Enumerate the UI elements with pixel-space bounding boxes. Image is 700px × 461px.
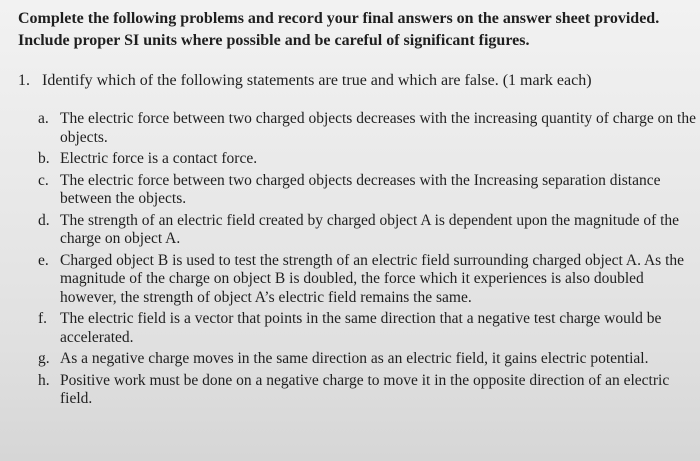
statement-text: Electric force is a contact force. (60, 150, 258, 167)
question-1 (18, 70, 678, 92)
statement-text: Positive work must be done on a negative charge to move it in the opposite direction of an electric field. (60, 371, 670, 407)
statement-letter: g. (38, 350, 50, 367)
statement-text: The strength of an electric field created by charged object A is dependent upon the magnitude of the charge on object A. (60, 211, 680, 247)
question-text: Identify which of the following statements are true and which are false. (1 mark each) (42, 72, 592, 89)
statement-text: As a negative charge moves in the same direction as an electric field, it gains electric potential. (60, 350, 649, 367)
statement-list (38, 110, 698, 412)
statement-text: The electric field is a vector that points in the same direction that a negative test charge would be accelerated. (60, 310, 662, 346)
statement-d (38, 212, 698, 249)
statement-letter: c. (38, 171, 49, 189)
statement-c (38, 172, 698, 209)
statement-letter: h. (38, 371, 50, 389)
statement-f (38, 310, 698, 347)
statement-text: The electric force between two charged objects decreases with the Increasing separation distance between the objects. (60, 171, 661, 207)
statement-letter: b. (38, 150, 50, 167)
statement-g (38, 350, 698, 369)
statement-letter: f. (38, 310, 48, 327)
statement-text: The electric force between two charged objects decreases with the increasing quantity of charge on the objects. (60, 110, 696, 146)
instructions-text: Complete the following problems and record your final answers on the answer sheet provided. Include proper SI units where possible and be careful of significant figures. (18, 10, 660, 49)
statement-letter: a. (38, 110, 49, 127)
question-number: 1. (18, 72, 30, 89)
statement-text: Charged object B is used to test the strength of an electric field surrounding charged object A. As the magnitude of the charge on object B is doubled, the force which it experiences is also doubled however, the strength of object A’s electric field remains the same. (60, 251, 685, 306)
statement-h (38, 372, 698, 409)
statement-letter: e. (38, 251, 49, 269)
statement-b (38, 150, 698, 169)
statement-letter: d. (38, 211, 50, 229)
statement-a (38, 110, 698, 147)
statement-e (38, 252, 698, 308)
